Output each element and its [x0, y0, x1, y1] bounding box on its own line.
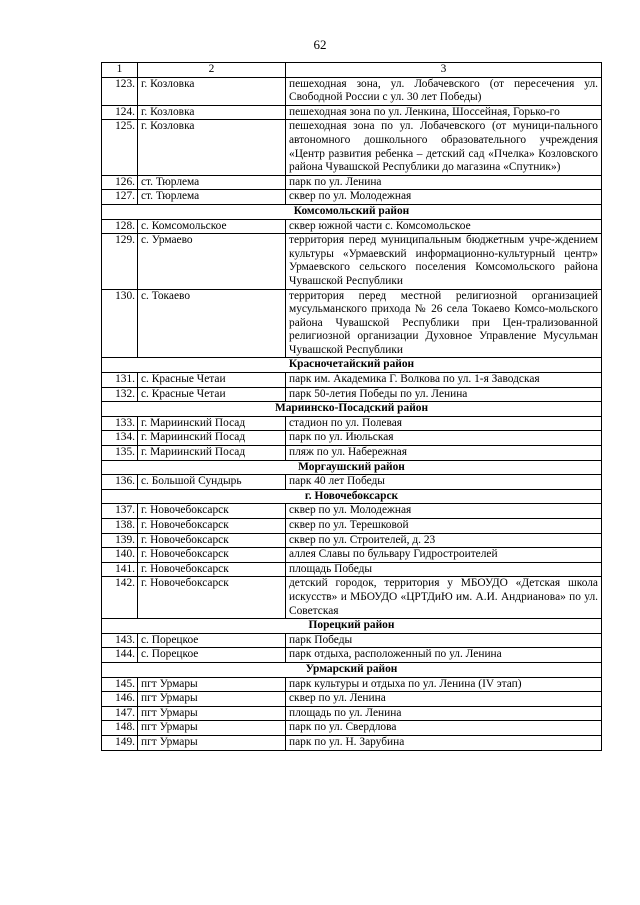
row-place: ст. Тюрлема: [138, 175, 286, 190]
row-number: 147.: [102, 706, 138, 721]
row-description: парк 50-летия Победы по ул. Ленина: [286, 387, 602, 402]
section-title: Урмарский район: [102, 662, 602, 677]
table-row: [102, 77, 602, 105]
row-number: 143.: [102, 633, 138, 648]
row-number: 130.: [102, 289, 138, 358]
row-place: г. Козловка: [138, 105, 286, 120]
table-row: [102, 577, 602, 619]
row-number: 134.: [102, 431, 138, 446]
row-description: парк 40 лет Победы: [286, 475, 602, 490]
row-description: стадион по ул. Полевая: [286, 416, 602, 431]
row-description: парк Победы: [286, 633, 602, 648]
row-number: 144.: [102, 648, 138, 663]
table-row: [102, 706, 602, 721]
table-row: [102, 431, 602, 446]
row-description: парк по ул. Н. Зарубина: [286, 735, 602, 750]
section-header-row: [102, 402, 602, 417]
row-place: г. Новочебоксарск: [138, 577, 286, 619]
table-header-row: [102, 63, 602, 78]
row-description: территория перед местной религиозной организацией мусульманского прихода № 26 села Токаево Комсо-мольского района Чувашской Республики при Цен-трализованной религиозной организации Духовное Управление Мусульман Чувашской Республики: [286, 289, 602, 358]
table-row: [102, 548, 602, 563]
row-place: г. Новочебоксарск: [138, 519, 286, 534]
header-col-2: 2: [138, 63, 286, 78]
table-row: [102, 219, 602, 234]
table-row: [102, 190, 602, 205]
row-description: парк по ул. Июльская: [286, 431, 602, 446]
row-number: 146.: [102, 692, 138, 707]
section-header-row: [102, 489, 602, 504]
row-number: 139.: [102, 533, 138, 548]
row-number: 126.: [102, 175, 138, 190]
row-description: пляж по ул. Набережная: [286, 446, 602, 461]
row-description: пешеходная зона по ул. Ленкина, Шоссейная, Горько-го: [286, 105, 602, 120]
row-description: парк по ул. Ленина: [286, 175, 602, 190]
row-number: 140.: [102, 548, 138, 563]
row-description: парк отдыха, расположенный по ул. Ленина: [286, 648, 602, 663]
header-col-1: 1: [102, 63, 138, 78]
row-place: пгт Урмары: [138, 692, 286, 707]
row-place: пгт Урмары: [138, 735, 286, 750]
row-place: г. Новочебоксарск: [138, 562, 286, 577]
table-row: [102, 677, 602, 692]
section-header-row: [102, 204, 602, 219]
row-place: пгт Урмары: [138, 677, 286, 692]
row-number: 142.: [102, 577, 138, 619]
table-row: [102, 387, 602, 402]
row-number: 131.: [102, 373, 138, 388]
row-description: парк им. Академика Г. Волкова по ул. 1-я Заводская: [286, 373, 602, 388]
header-col-3: 3: [286, 63, 602, 78]
row-place: г. Козловка: [138, 77, 286, 105]
row-place: г. Мариинский Посад: [138, 416, 286, 431]
row-number: 129.: [102, 234, 138, 289]
table-row: [102, 120, 602, 175]
row-number: 148.: [102, 721, 138, 736]
table-row: [102, 475, 602, 490]
row-number: 125.: [102, 120, 138, 175]
row-description: сквер по ул. Ленина: [286, 692, 602, 707]
row-place: с. Порецкое: [138, 648, 286, 663]
section-title: Комсомольский район: [102, 204, 602, 219]
row-number: 135.: [102, 446, 138, 461]
section-header-row: [102, 460, 602, 475]
table-row: [102, 519, 602, 534]
row-description: пешеходная зона, ул. Лобачевского (от пересечения ул. Свободной России с ул. 30 лет Победы): [286, 77, 602, 105]
row-description: аллея Славы по бульвару Гидростроителей: [286, 548, 602, 563]
page-number: 62: [313, 37, 327, 52]
table-row: [102, 692, 602, 707]
section-header-row: [102, 358, 602, 373]
row-place: пгт Урмары: [138, 706, 286, 721]
row-place: г. Козловка: [138, 120, 286, 175]
row-description: сквер южной части с. Комсомольское: [286, 219, 602, 234]
row-number: 141.: [102, 562, 138, 577]
row-description: детский городок, территория у МБОУДО «Детская школа искусств» и МБОУДО «ЦРТДиЮ им. А.И. Андриановa» по ул. Советская: [286, 577, 602, 619]
row-number: 149.: [102, 735, 138, 750]
row-place: с. Большой Сундырь: [138, 475, 286, 490]
row-number: 136.: [102, 475, 138, 490]
row-description: пешеходная зона по ул. Лобачевского (от муници-пального автономного дошкольного образовательного учреждения «Центр развития ребенка – детский сад «Пчелка» Козловского района Чувашской Республики до магазина «Спутник»): [286, 120, 602, 175]
table-row: [102, 735, 602, 750]
table-row: [102, 633, 602, 648]
row-number: 145.: [102, 677, 138, 692]
row-number: 137.: [102, 504, 138, 519]
row-description: площадь по ул. Ленина: [286, 706, 602, 721]
row-place: с. Комсомольское: [138, 219, 286, 234]
row-description: парк культуры и отдыха по ул. Ленина (IV этап): [286, 677, 602, 692]
row-place: г. Новочебоксарск: [138, 548, 286, 563]
table-body: [102, 77, 602, 750]
row-number: 123.: [102, 77, 138, 105]
table-row: [102, 105, 602, 120]
row-description: сквер по ул. Молодежная: [286, 504, 602, 519]
row-description: парк по ул. Свердлова: [286, 721, 602, 736]
table-row: [102, 562, 602, 577]
row-place: с. Токаево: [138, 289, 286, 358]
table-row: [102, 416, 602, 431]
row-place: с. Красные Четаи: [138, 387, 286, 402]
table-row: [102, 504, 602, 519]
table-row: [102, 648, 602, 663]
table-row: [102, 175, 602, 190]
row-number: 127.: [102, 190, 138, 205]
table-row: [102, 289, 602, 358]
table-row: [102, 234, 602, 289]
row-description: сквер по ул. Строителей, д. 23: [286, 533, 602, 548]
row-place: г. Новочебоксарск: [138, 533, 286, 548]
row-place: ст. Тюрлема: [138, 190, 286, 205]
row-number: 138.: [102, 519, 138, 534]
row-place: г. Мариинский Посад: [138, 431, 286, 446]
row-place: с. Урмаево: [138, 234, 286, 289]
section-title: г. Новочебоксарск: [102, 489, 602, 504]
section-title: Мариинско-Посадский район: [102, 402, 602, 417]
section-header-row: [102, 662, 602, 677]
row-place: г. Мариинский Посад: [138, 446, 286, 461]
section-header-row: [102, 619, 602, 634]
table-row: [102, 721, 602, 736]
row-number: 124.: [102, 105, 138, 120]
section-title: Порецкий район: [102, 619, 602, 634]
row-description: сквер по ул. Терешковой: [286, 519, 602, 534]
table-row: [102, 446, 602, 461]
row-description: площадь Победы: [286, 562, 602, 577]
row-description: сквер по ул. Молодежная: [286, 190, 602, 205]
row-place: с. Порецкое: [138, 633, 286, 648]
row-place: с. Красные Четаи: [138, 373, 286, 388]
row-description: территория перед муниципальным бюджетным учре-ждением культуры «Урмаевский информационно-культурный центр» Урмаевского сельского поселения Комсомольского района Чувашской Республики: [286, 234, 602, 289]
section-title: Моргаушский район: [102, 460, 602, 475]
locations-table: [101, 62, 602, 751]
section-title: Красночетайский район: [102, 358, 602, 373]
table-row: [102, 373, 602, 388]
row-number: 133.: [102, 416, 138, 431]
table-row: [102, 533, 602, 548]
row-number: 128.: [102, 219, 138, 234]
row-place: г. Новочебоксарск: [138, 504, 286, 519]
row-place: пгт Урмары: [138, 721, 286, 736]
row-number: 132.: [102, 387, 138, 402]
